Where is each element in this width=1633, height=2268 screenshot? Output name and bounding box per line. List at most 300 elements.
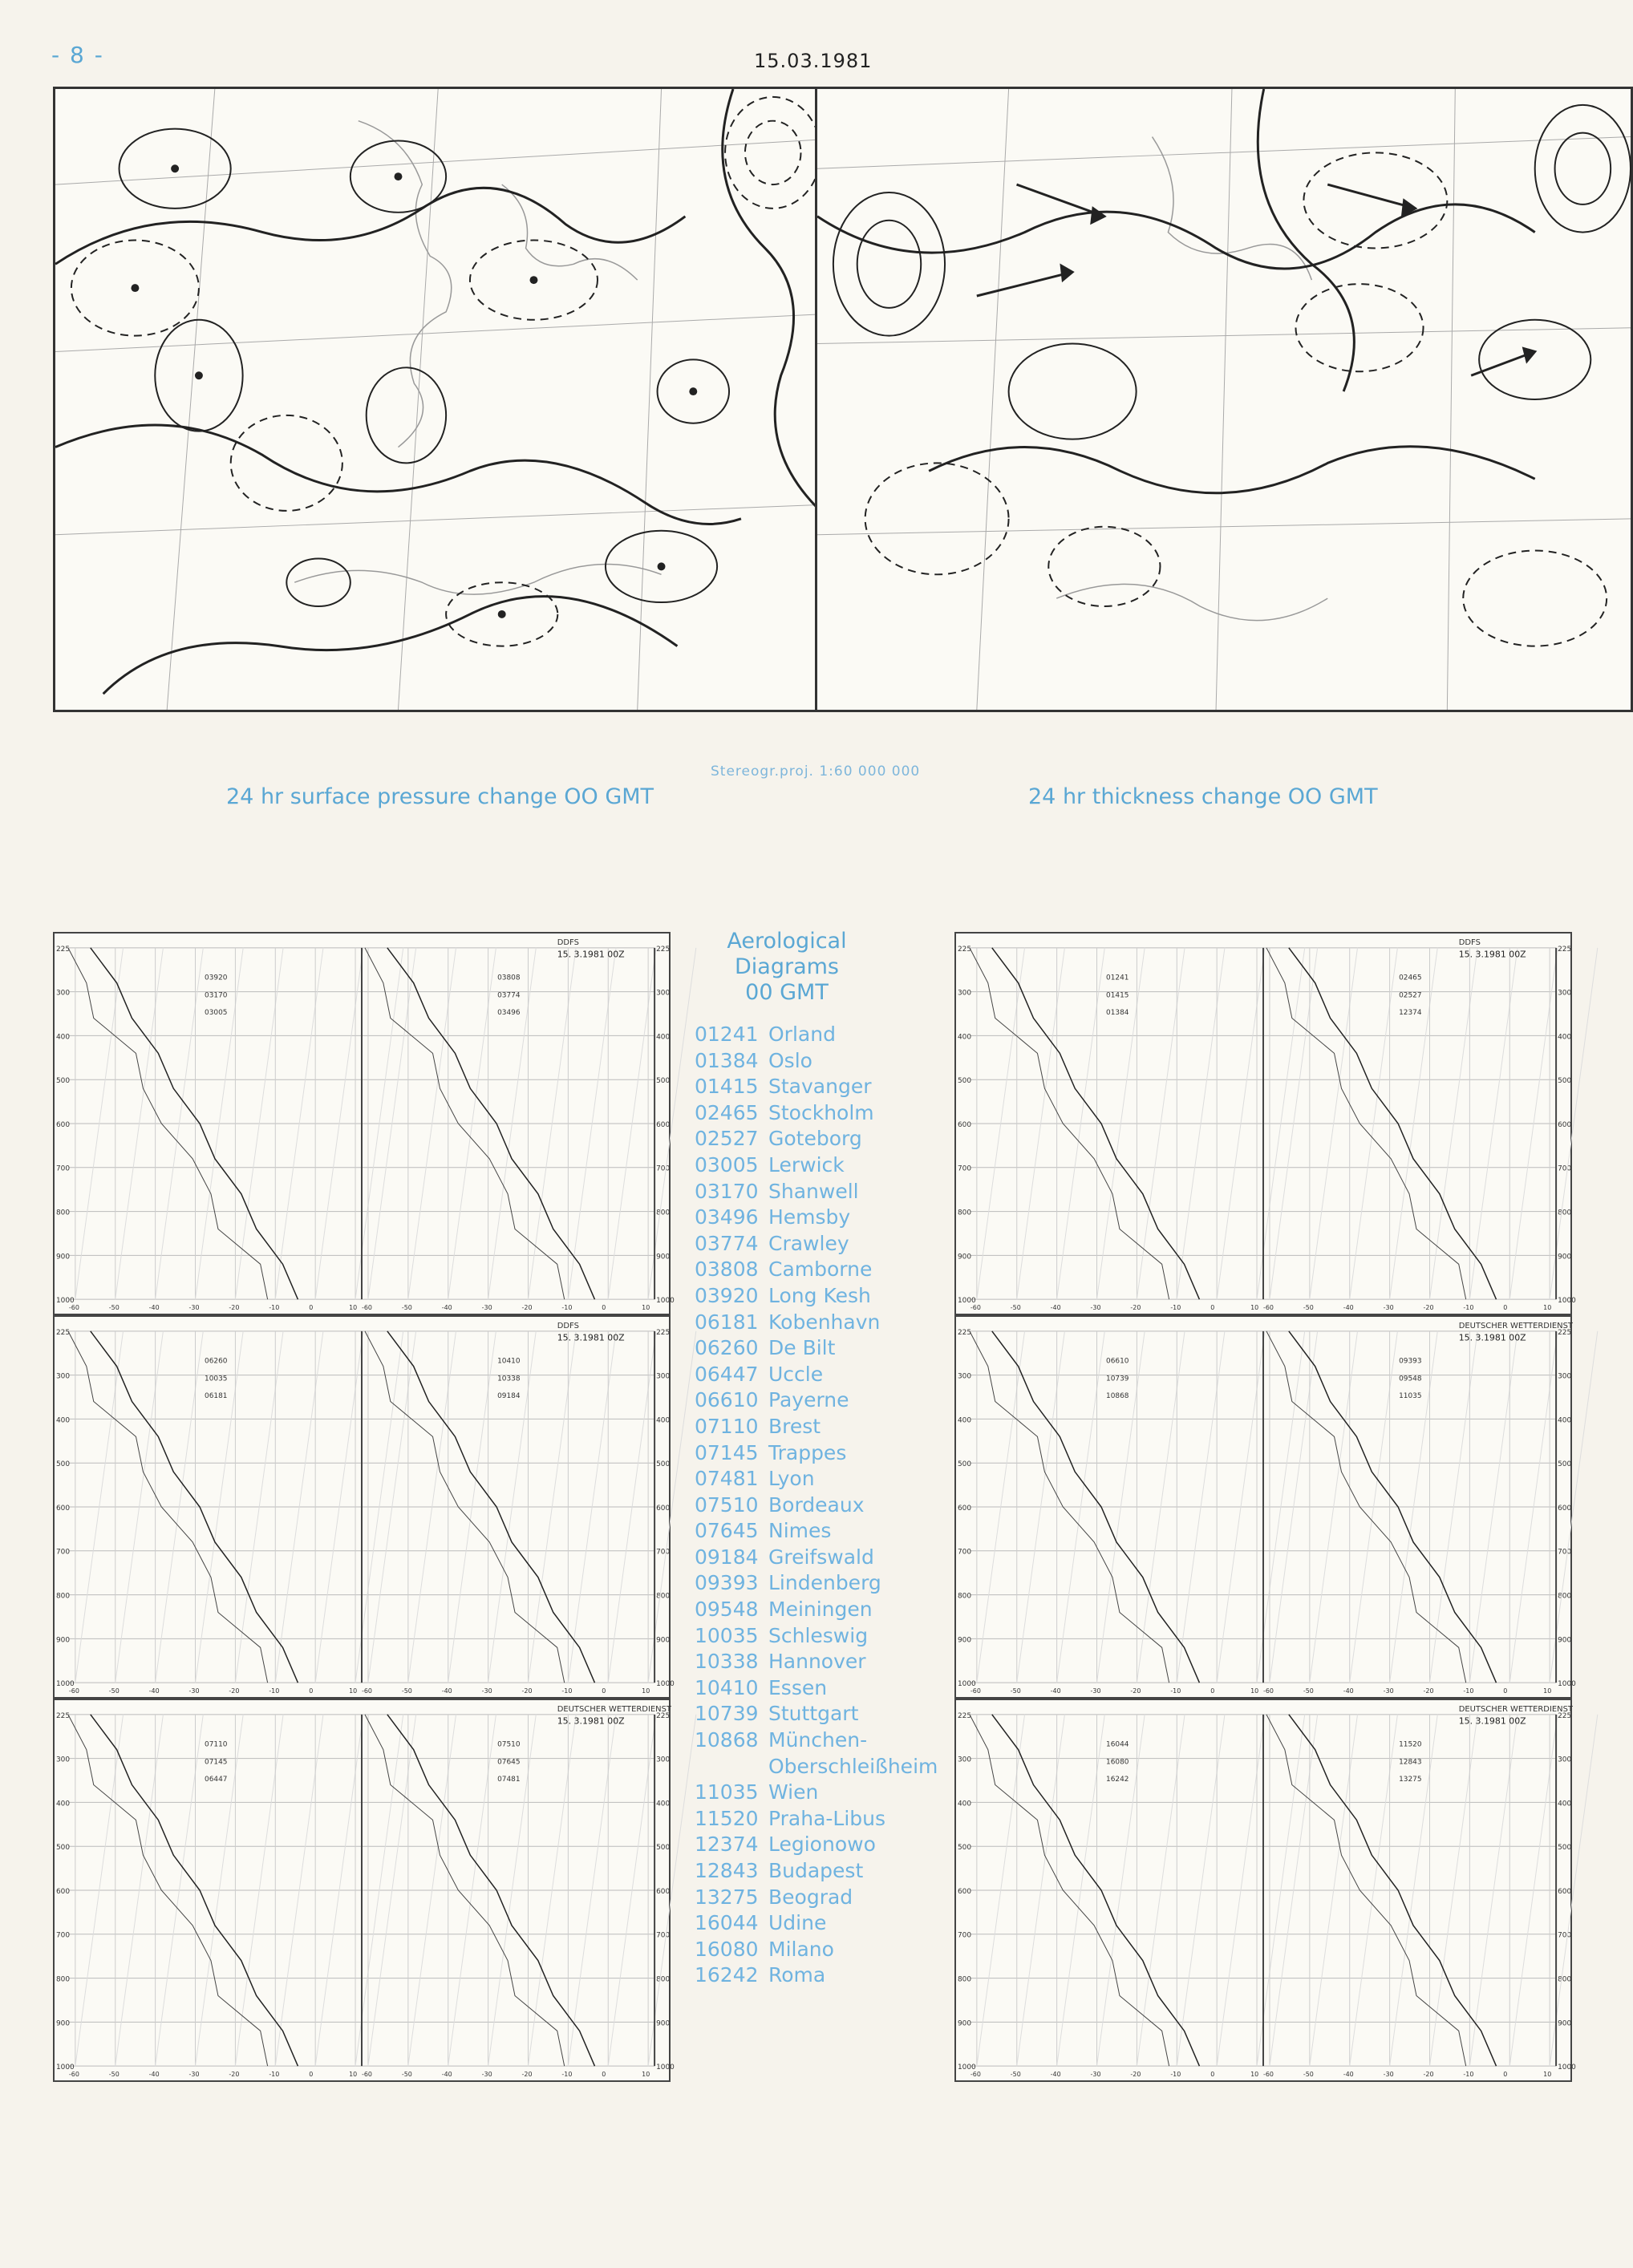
surface-pressure-change-map <box>53 87 871 712</box>
station-entry <box>695 1310 951 1336</box>
station-name: Roma <box>768 1963 826 1987</box>
thickness-map-graphic <box>817 89 1631 710</box>
pressure-level-label: 400 <box>656 1033 671 1042</box>
temperature-tick-label: -30 <box>1383 1687 1394 1695</box>
diagram-station-id: 07510 <box>497 1740 521 1749</box>
temperature-tick-label: 10 <box>1250 2071 1259 2079</box>
station-entry <box>695 1048 951 1075</box>
pressure-level-label: 1000 <box>1558 1680 1576 1689</box>
station-name: Meiningen <box>768 1598 873 1622</box>
station-name: Payerne <box>768 1388 849 1412</box>
pressure-level-label: 600 <box>1558 1887 1572 1896</box>
pressure-level-label: 225 <box>55 945 71 954</box>
pressure-level-label: 1000 <box>656 1680 675 1689</box>
diagram-station-id: 03170 <box>205 991 228 1000</box>
temperature-tick-label: -20 <box>1423 1304 1434 1312</box>
pressure-level-label: 800 <box>957 1209 972 1217</box>
diagram-station-id: 06610 <box>1106 1357 1129 1366</box>
pressure-level-label: 600 <box>957 1887 972 1896</box>
pressure-level-label: 225 <box>957 1711 972 1720</box>
pressure-level-label: 300 <box>957 989 972 998</box>
temperature-tick-label: -50 <box>1303 2071 1314 2079</box>
pressure-level-label: 600 <box>656 1887 671 1896</box>
temperature-tick-label: -40 <box>1050 2071 1061 2079</box>
station-code: 10739 <box>695 1702 759 1726</box>
pressure-level-label: 500 <box>656 1460 671 1469</box>
pressure-level-label: 500 <box>55 1460 71 1469</box>
aerological-diagram-5 <box>954 1315 1576 1699</box>
diagram-station-id: 07145 <box>205 1758 228 1767</box>
temperature-tick-label: -20 <box>1130 2071 1141 2079</box>
temperature-tick-label: -10 <box>1463 2071 1474 2079</box>
pressure-level-label: 500 <box>55 1077 71 1086</box>
station-code: 11035 <box>695 1780 759 1804</box>
station-code: 03170 <box>695 1179 759 1203</box>
pressure-level-label: 800 <box>656 1975 671 1984</box>
station-code <box>695 1754 768 1780</box>
station-entry <box>695 1414 951 1440</box>
pressure-level-label: 225 <box>656 1328 671 1337</box>
station-code: 10410 <box>695 1675 759 1699</box>
temperature-tick-label: -40 <box>441 2071 452 2079</box>
station-entry <box>695 1754 951 1780</box>
temperature-tick-label: 0 <box>602 1304 606 1312</box>
pressure-level-label: 500 <box>957 1460 972 1469</box>
temperature-tick-label: -30 <box>481 1304 492 1312</box>
pressure-level-label: 300 <box>656 989 671 998</box>
diagram-station-id: 03808 <box>497 974 521 982</box>
diagram-station-id: 01384 <box>1106 1009 1129 1018</box>
temperature-tick-label: -50 <box>1010 1304 1021 1312</box>
diagram-org-label: DDFS <box>557 1321 579 1330</box>
pressure-level-label: 400 <box>957 1800 972 1808</box>
pressure-level-label: 500 <box>957 1844 972 1853</box>
pressure-level-label: 1000 <box>656 2063 675 2072</box>
pressure-level-label: 225 <box>1558 1711 1572 1720</box>
temperature-tick-label: -10 <box>1463 1687 1474 1695</box>
diagram-station-id: 12843 <box>1399 1758 1422 1767</box>
pressure-level-label: 400 <box>55 1416 71 1425</box>
pressure-level-label: 600 <box>957 1120 972 1129</box>
station-name: Stavanger <box>768 1075 872 1099</box>
temperature-tick-label: -60 <box>68 2071 79 2079</box>
pressure-level-label: 300 <box>656 1372 671 1381</box>
station-name: München- <box>768 1728 868 1752</box>
pressure-level-label: 1000 <box>55 2063 75 2072</box>
diagram-station-id: 10868 <box>1106 1392 1129 1401</box>
pressure-level-label: 300 <box>55 1372 71 1381</box>
pressure-level-label: 1000 <box>957 1297 976 1306</box>
station-name: Hannover <box>768 1650 866 1674</box>
station-code: 10338 <box>695 1650 759 1674</box>
temperature-tick-label: -30 <box>481 2071 492 2079</box>
station-name: Praha-Libus <box>768 1806 886 1830</box>
temperature-tick-label: -10 <box>269 1304 280 1312</box>
temperature-tick-label: -20 <box>229 1304 240 1312</box>
temperature-tick-label: 0 <box>1503 1687 1508 1695</box>
station-entry <box>695 1126 951 1152</box>
temperature-tick-label: -20 <box>229 2071 240 2079</box>
temperature-tick-label: -10 <box>1463 1304 1474 1312</box>
pressure-level-label: 500 <box>656 1844 671 1853</box>
temperature-tick-label: -30 <box>1383 1304 1394 1312</box>
station-name: Schleswig <box>768 1623 869 1647</box>
pressure-level-label: 400 <box>1558 1416 1572 1425</box>
aerological-diagram-6 <box>954 1699 1576 2082</box>
temperature-tick-label: -50 <box>108 2071 120 2079</box>
station-code: 12843 <box>695 1859 759 1882</box>
temperature-tick-label: 10 <box>642 1687 650 1695</box>
station-entry <box>695 1701 951 1727</box>
pressure-level-label: 700 <box>957 1164 972 1173</box>
station-code: 01384 <box>695 1048 759 1072</box>
pressure-level-label: 300 <box>1558 1756 1572 1764</box>
aerological-diagram-1 <box>53 932 675 1315</box>
temperature-tick-label: -60 <box>970 1687 981 1695</box>
temperature-tick-label: -40 <box>148 2071 160 2079</box>
pressure-level-label: 225 <box>957 945 972 954</box>
station-entry <box>695 1910 951 1937</box>
diagram-station-id: 06447 <box>205 1776 228 1784</box>
diagram-station-id: 03496 <box>497 1009 521 1018</box>
pressure-level-label: 800 <box>957 1975 972 1984</box>
temperature-tick-label: -40 <box>148 1687 160 1695</box>
pressure-level-label: 900 <box>957 1636 972 1645</box>
temperature-tick-label: -20 <box>1423 1687 1434 1695</box>
temperature-tick-label: 0 <box>309 1304 314 1312</box>
station-code: 02465 <box>695 1100 759 1124</box>
station-name: Bordeaux <box>768 1492 865 1517</box>
pressure-level-label: 700 <box>55 1931 71 1940</box>
station-code: 02527 <box>695 1127 759 1151</box>
station-code: 09184 <box>695 1545 759 1569</box>
pressure-level-label: 1000 <box>957 2063 976 2072</box>
station-code: 16242 <box>695 1963 759 1987</box>
station-code: 13275 <box>695 1885 759 1909</box>
pressure-level-label: 400 <box>55 1033 71 1042</box>
diagram-date-label: 15. 3.1981 00Z <box>557 949 625 960</box>
temperature-tick-label: -20 <box>1130 1304 1141 1312</box>
temperature-tick-label: 0 <box>602 2071 606 2079</box>
diagram-org-label: DEUTSCHER WETTERDIENST <box>557 1704 672 1714</box>
pressure-level-label: 700 <box>656 1548 671 1557</box>
diagram-date-label: 15. 3.1981 00Z <box>557 1715 625 1727</box>
pressure-level-label: 400 <box>957 1033 972 1042</box>
station-name: Greifswald <box>768 1545 874 1569</box>
temperature-tick-label: -30 <box>1090 2071 1101 2079</box>
diagram-org-label: DDFS <box>557 938 579 947</box>
station-entry <box>695 1597 951 1623</box>
pressure-level-label: 800 <box>1558 1592 1572 1601</box>
aerological-diagram-3 <box>53 1699 675 2082</box>
temperature-tick-label: -30 <box>481 1687 492 1695</box>
diagram-org-label: DEUTSCHER WETTERDIENST <box>1458 1704 1574 1714</box>
legend-title <box>695 929 879 1006</box>
station-entry <box>695 1623 951 1650</box>
station-code: 06447 <box>695 1362 759 1386</box>
pressure-level-label: 800 <box>55 1209 71 1217</box>
station-code: 12374 <box>695 1833 759 1857</box>
station-code: 16080 <box>695 1937 759 1961</box>
temperature-tick-label: -30 <box>1383 2071 1394 2079</box>
station-entry <box>695 1858 951 1885</box>
temperature-tick-label: 0 <box>1503 1304 1508 1312</box>
station-name: Goteborg <box>768 1127 862 1151</box>
temperature-tick-label: 10 <box>349 2071 358 2079</box>
pressure-level-label: 1000 <box>1558 1297 1576 1306</box>
temperature-tick-label: -60 <box>1263 1687 1274 1695</box>
pressure-level-label: 300 <box>1558 989 1572 998</box>
station-entry <box>695 1152 951 1179</box>
diagram-station-id: 10739 <box>1106 1375 1129 1383</box>
diagram-station-id: 01415 <box>1106 991 1129 1000</box>
station-name: Shanwell <box>768 1179 859 1203</box>
temperature-tick-label: -20 <box>521 1687 533 1695</box>
temperature-tick-label: -10 <box>269 2071 280 2079</box>
station-entry <box>695 1100 951 1127</box>
temperature-tick-label: -20 <box>1423 2071 1434 2079</box>
pressure-level-label: 800 <box>55 1975 71 1984</box>
pressure-level-label: 500 <box>1558 1844 1572 1853</box>
station-name: Lindenberg <box>768 1571 881 1595</box>
projection-caption: Stereogr.proj. 1:60 000 000 <box>711 763 921 780</box>
station-name: Milano <box>768 1937 834 1961</box>
pressure-level-label: 600 <box>1558 1120 1572 1129</box>
pressure-level-label: 700 <box>1558 1548 1572 1557</box>
diagram-org-label: DDFS <box>1458 938 1481 947</box>
temperature-tick-label: -40 <box>148 1304 160 1312</box>
station-name: Hemsby <box>768 1205 851 1229</box>
surface-pressure-map-graphic <box>55 89 869 710</box>
pressure-level-label: 300 <box>957 1372 972 1381</box>
station-entry <box>695 1440 951 1467</box>
temperature-tick-label: -20 <box>229 1687 240 1695</box>
station-entry <box>695 1832 951 1858</box>
page-date: 15.03.1981 <box>754 50 873 72</box>
temperature-tick-label: 0 <box>309 2071 314 2079</box>
diagram-station-id: 16242 <box>1106 1776 1129 1784</box>
temperature-tick-label: 0 <box>1210 1304 1215 1312</box>
pressure-level-label: 225 <box>1558 1328 1572 1337</box>
station-code: 03920 <box>695 1283 759 1307</box>
temperature-tick-label: -10 <box>561 1687 573 1695</box>
temperature-tick-label: -50 <box>1010 2071 1021 2079</box>
temperature-tick-label: -50 <box>401 1304 412 1312</box>
pressure-level-label: 800 <box>1558 1975 1572 1984</box>
pressure-level-label: 500 <box>55 1844 71 1853</box>
pressure-level-label: 600 <box>55 1504 71 1513</box>
diagram-station-id: 16044 <box>1106 1740 1129 1749</box>
station-name: Oslo <box>768 1048 812 1072</box>
diagram-station-id: 12374 <box>1399 1009 1422 1018</box>
diagram-station-id: 09548 <box>1399 1375 1422 1383</box>
pressure-level-label: 800 <box>957 1592 972 1601</box>
station-list <box>695 1022 951 1989</box>
pressure-level-label: 500 <box>957 1077 972 1086</box>
station-name: Stuttgart <box>768 1702 859 1726</box>
pressure-level-label: 900 <box>1558 1253 1572 1262</box>
diagram-station-id: 11035 <box>1399 1392 1422 1401</box>
station-name: Trappes <box>768 1440 847 1464</box>
temperature-tick-label: 10 <box>642 1304 650 1312</box>
pressure-level-label: 400 <box>55 1800 71 1808</box>
station-entry <box>695 1022 951 1048</box>
station-name: Oberschleißheim <box>768 1754 938 1778</box>
pressure-level-label: 700 <box>1558 1931 1572 1940</box>
temperature-tick-label: 0 <box>1503 2071 1508 2079</box>
temperature-tick-label: -60 <box>68 1687 79 1695</box>
pressure-level-label: 700 <box>1558 1164 1572 1173</box>
diagram-date-label: 15. 3.1981 00Z <box>1458 1332 1526 1343</box>
pressure-level-label: 800 <box>55 1592 71 1601</box>
temperature-tick-label: -10 <box>1170 2071 1181 2079</box>
station-code: 07110 <box>695 1414 759 1438</box>
pressure-level-label: 700 <box>55 1548 71 1557</box>
station-code: 07481 <box>695 1467 759 1491</box>
diagram-station-id: 07481 <box>497 1776 521 1784</box>
pressure-level-label: 400 <box>1558 1033 1572 1042</box>
aerological-diagram-2 <box>53 1315 675 1699</box>
station-entry <box>695 1518 951 1545</box>
pressure-level-label: 400 <box>656 1416 671 1425</box>
station-code: 03005 <box>695 1152 759 1177</box>
temperature-tick-label: 10 <box>349 1304 358 1312</box>
temperature-tick-label: -40 <box>441 1304 452 1312</box>
station-name: Legionowo <box>768 1833 876 1857</box>
temperature-tick-label: -50 <box>1303 1687 1314 1695</box>
pressure-level-label: 300 <box>55 1756 71 1764</box>
pressure-level-label: 300 <box>1558 1372 1572 1381</box>
station-code: 06181 <box>695 1310 759 1334</box>
pressure-level-label: 500 <box>1558 1460 1572 1469</box>
pressure-level-label: 700 <box>55 1164 71 1173</box>
pressure-level-label: 700 <box>957 1931 972 1940</box>
temperature-tick-label: -10 <box>561 2071 573 2079</box>
temperature-tick-label: -50 <box>401 2071 412 2079</box>
station-entry <box>695 1257 951 1283</box>
temperature-tick-label: -30 <box>188 2071 200 2079</box>
diagram-station-id: 09393 <box>1399 1357 1422 1366</box>
pressure-level-label: 225 <box>656 945 671 954</box>
diagram-date-label: 15. 3.1981 00Z <box>1458 1715 1526 1727</box>
temperature-tick-label: -60 <box>362 1304 372 1312</box>
station-code: 01241 <box>695 1023 759 1046</box>
temperature-tick-label: -60 <box>68 1304 79 1312</box>
temperature-tick-label: 10 <box>1250 1687 1259 1695</box>
station-code: 10868 <box>695 1728 759 1752</box>
station-code: 03774 <box>695 1231 759 1255</box>
temperature-tick-label: -20 <box>521 1304 533 1312</box>
diagram-date-label: 15. 3.1981 00Z <box>1458 949 1526 960</box>
station-entry <box>695 1466 951 1492</box>
legend-title-line: 00 GMT <box>745 980 829 1005</box>
pressure-level-label: 400 <box>957 1416 972 1425</box>
temperature-tick-label: 10 <box>1250 1304 1259 1312</box>
station-code: 03808 <box>695 1258 759 1282</box>
station-entry <box>695 1962 951 1989</box>
station-name: Camborne <box>768 1258 873 1282</box>
pressure-level-label: 900 <box>656 2019 671 2028</box>
station-code: 09548 <box>695 1598 759 1622</box>
pressure-level-label: 300 <box>656 1756 671 1764</box>
temperature-tick-label: 10 <box>642 2071 650 2079</box>
temperature-tick-label: -30 <box>188 1304 200 1312</box>
station-code: 10035 <box>695 1623 759 1647</box>
temperature-tick-label: -40 <box>1343 1304 1354 1312</box>
station-name: Crawley <box>768 1231 849 1255</box>
station-name: Essen <box>768 1675 828 1699</box>
temperature-tick-label: -60 <box>362 1687 372 1695</box>
legend-title-line: Diagrams <box>735 954 839 979</box>
pressure-level-label: 700 <box>656 1164 671 1173</box>
temperature-tick-label: -60 <box>1263 2071 1274 2079</box>
station-name: Kobenhavn <box>768 1310 881 1334</box>
pressure-level-label: 900 <box>957 1253 972 1262</box>
pressure-level-label: 900 <box>55 2019 71 2028</box>
station-entry <box>695 1362 951 1388</box>
temperature-tick-label: 0 <box>1210 1687 1215 1695</box>
station-code: 09393 <box>695 1571 759 1595</box>
station-entry <box>695 1335 951 1362</box>
pressure-level-label: 700 <box>656 1931 671 1940</box>
pressure-level-label: 300 <box>957 1756 972 1764</box>
station-entry <box>695 1570 951 1597</box>
diagram-station-id: 07110 <box>205 1740 228 1749</box>
diagram-station-id: 01241 <box>1106 974 1129 982</box>
station-code: 07510 <box>695 1492 759 1517</box>
station-entry <box>695 1806 951 1833</box>
station-entry <box>695 1937 951 1963</box>
pressure-level-label: 225 <box>55 1328 71 1337</box>
diagram-station-id: 10410 <box>497 1357 521 1366</box>
station-name: Lerwick <box>768 1152 845 1177</box>
diagram-station-id: 13275 <box>1399 1776 1422 1784</box>
temperature-tick-label: 0 <box>309 1687 314 1695</box>
temperature-tick-label: -30 <box>1090 1687 1101 1695</box>
temperature-tick-label: -20 <box>521 2071 533 2079</box>
temperature-tick-label: -20 <box>1130 1687 1141 1695</box>
diagram-station-id: 10035 <box>205 1375 228 1383</box>
page-number: - 8 - <box>51 42 104 68</box>
temperature-tick-label: 0 <box>602 1687 606 1695</box>
pressure-level-label: 1000 <box>1558 2063 1576 2072</box>
diagram-station-id: 11520 <box>1399 1740 1422 1749</box>
station-name: Nimes <box>768 1519 832 1543</box>
temperature-tick-label: 10 <box>1543 2071 1552 2079</box>
temperature-tick-label: 10 <box>349 1687 358 1695</box>
temperature-tick-label: -60 <box>1263 1304 1274 1312</box>
pressure-level-label: 600 <box>656 1504 671 1513</box>
station-name: Lyon <box>768 1467 815 1491</box>
temperature-tick-label: -40 <box>1343 1687 1354 1695</box>
station-code: 06260 <box>695 1336 759 1360</box>
pressure-level-label: 1000 <box>656 1297 675 1306</box>
diagram-station-id: 06260 <box>205 1357 228 1366</box>
thickness-change-map <box>815 87 1633 712</box>
diagram-station-id: 02465 <box>1399 974 1422 982</box>
temperature-tick-label: -30 <box>1090 1304 1101 1312</box>
station-code: 06610 <box>695 1388 759 1412</box>
pressure-level-label: 800 <box>656 1592 671 1601</box>
pressure-level-label: 900 <box>55 1636 71 1645</box>
pressure-level-label: 225 <box>957 1328 972 1337</box>
temperature-tick-label: -40 <box>1050 1687 1061 1695</box>
station-name: Beograd <box>768 1885 853 1909</box>
pressure-level-label: 225 <box>1558 945 1572 954</box>
station-code: 03496 <box>695 1205 759 1229</box>
temperature-tick-label: -40 <box>1343 2071 1354 2079</box>
station-entry <box>695 1179 951 1205</box>
